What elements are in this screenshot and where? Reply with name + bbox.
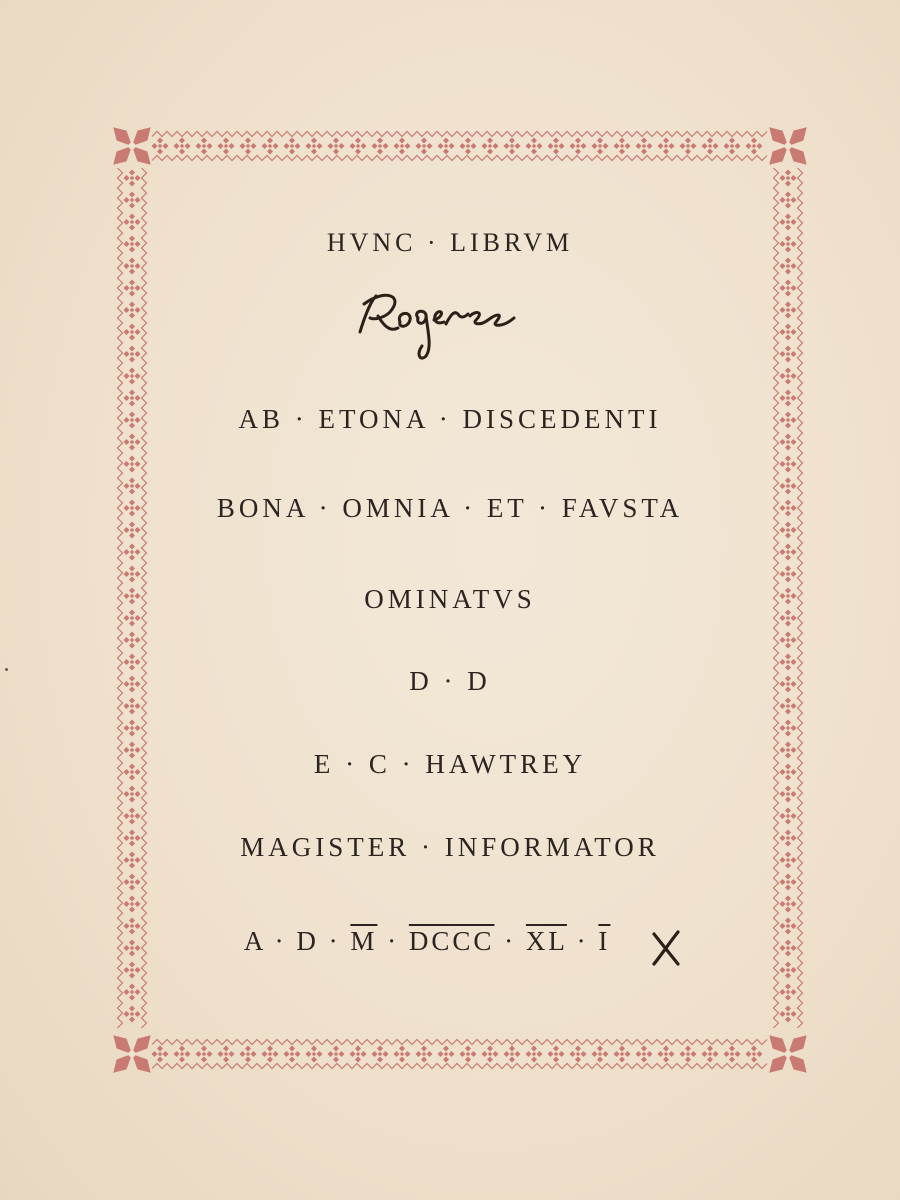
date-sep: · — [504, 926, 517, 956]
line-hawtrey: E · C · HAWTREY — [313, 749, 587, 779]
signature-icon — [346, 282, 546, 372]
date-sep: · — [328, 926, 341, 956]
date-part-xl: $\overline{XL}$ — [525, 926, 567, 956]
date-sep: · — [387, 926, 400, 956]
line-ominatus: OMINATVS — [364, 584, 536, 614]
line-magister: MAGISTER · INFORMATOR — [240, 832, 660, 862]
date-line — [0, 926, 900, 957]
line-ab-etona: AB · ETONA · DISCEDENTI — [238, 404, 662, 434]
date-part-d: D — [296, 926, 319, 956]
line-bona-omnia: BONA · OMNIA · ET · FAVSTA — [216, 493, 684, 523]
line-dd: D · D — [409, 666, 491, 696]
line-hunc-librum: HVNC · LIBRVM — [326, 228, 574, 257]
date-part-m: $\overline{M}$ — [350, 926, 378, 956]
handwritten-x-icon — [648, 928, 684, 968]
date-part-i: $\overline{I}$ — [598, 926, 611, 956]
date-sep: · — [576, 926, 589, 956]
date-part-a: A — [243, 926, 265, 956]
date-part-dccc: DCCC — [408, 926, 495, 956]
date-sep: · — [274, 926, 287, 956]
